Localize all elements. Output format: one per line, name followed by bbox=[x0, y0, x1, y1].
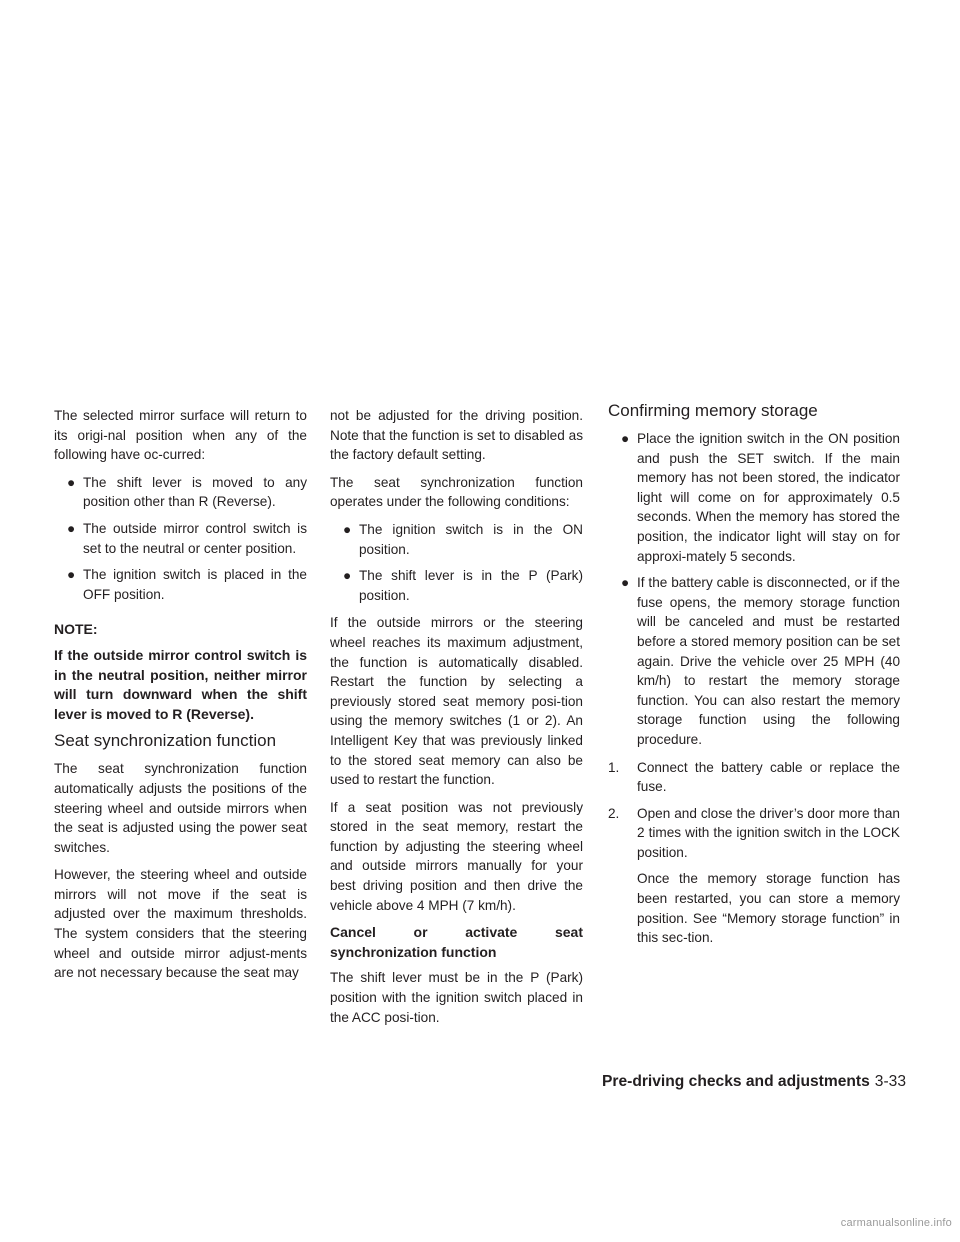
list-item: ● The shift lever is moved to any position other than R (Reverse). bbox=[67, 474, 307, 510]
footer-section-title: Pre-driving checks and adjustments bbox=[602, 1073, 870, 1090]
page-footer bbox=[593, 1073, 906, 1091]
list-item: ● Place the ignition switch in the ON position and push the SET switch. If the main memory has not been stored, the indicator light will come on for approximately 0.5 seconds. When the memory has stored the position, the indicator light will stay on for approxi-mately 5 seconds. bbox=[621, 431, 900, 564]
memory-storage-bullets bbox=[608, 429, 900, 750]
page-number: 3-33 bbox=[874, 1073, 906, 1090]
list-item: ● The ignition switch is in the ON position. bbox=[343, 521, 583, 557]
section-heading-confirming-memory: Confirming memory storage bbox=[608, 401, 818, 420]
bullet-icon: ● bbox=[67, 567, 76, 583]
seat-sync-paragraph: not be adjusted for the driving position. Note that the function is set to disabled as the factory default setting. bbox=[330, 408, 583, 463]
bullet-icon: ● bbox=[621, 575, 630, 591]
bullet-icon: ● bbox=[621, 431, 630, 446]
seat-sync-paragraph: The seat synchronization function operates under the following conditions: bbox=[330, 474, 583, 510]
bullet-icon: ● bbox=[67, 520, 76, 536]
watermark: carmanualsonline.info bbox=[840, 1217, 952, 1229]
mirror-return-conditions bbox=[54, 473, 307, 605]
note-label: NOTE: bbox=[54, 621, 98, 638]
subheading-cancel-activate: Cancel or activate seat synchronization function bbox=[330, 924, 583, 960]
seat-sync-conditions bbox=[330, 520, 583, 605]
column-left bbox=[54, 406, 307, 991]
column-right bbox=[608, 401, 900, 955]
section-heading-seat-sync: Seat synchronization function bbox=[54, 731, 277, 751]
list-item: 1. Connect the battery cable or replace the fuse. bbox=[608, 759, 900, 795]
step-number: 1. bbox=[608, 759, 620, 775]
seat-sync-paragraph: If the outside mirrors or the steering wheel reaches its maximum adjustment, the function is automatically disabled. Restart the function by selecting a previously stored seat memory posi-tion using the memory switches (1 or 2). An Intelligent Key that was previously linked to the stored seat memory can also be used to restart the function. bbox=[330, 615, 583, 788]
bullet-icon: ● bbox=[343, 521, 352, 537]
list-item: 2. Open and close the driver’s door more than 2 times with the ignition switch in the LOCK position. Once the memory storage function has been restarted, you can store a memory position. See “Memory storage function” in this sec-tion. bbox=[608, 804, 900, 948]
list-item: ● The outside mirror control switch is set to the neutral or center position. bbox=[67, 520, 307, 556]
seat-sync-paragraph: The seat synchronization function automatically adjusts the positions of the steering wheel and outside mirrors when the seat is adjusted using the power seat switches. bbox=[54, 761, 307, 855]
seat-sync-paragraph: If a seat position was not previously stored in the seat memory, restart the function by adjusting the steering wheel and outside mirrors manually for your best driving position and then drive the vehicle above 4 MPH (7 km/h). bbox=[330, 799, 583, 913]
step-number: 2. bbox=[608, 805, 620, 821]
restart-procedure-steps bbox=[608, 758, 900, 948]
bullet-icon: ● bbox=[343, 568, 352, 584]
step-note: Once the memory storage function has been restarted, you can store a memory position. See “Memory storage function” in this sec-tion. bbox=[637, 871, 900, 946]
bullet-icon: ● bbox=[67, 474, 76, 490]
list-item: ● The shift lever is in the P (Park) position. bbox=[343, 568, 583, 603]
column-middle bbox=[330, 406, 583, 1035]
seat-sync-paragraph: However, the steering wheel and outside mirrors will not move if the seat is adjusted over the maximum thresholds. The system considers that the steering wheel and outside mirror adjust-ments are not necessary because the seat may bbox=[54, 867, 307, 981]
seat-sync-paragraph: The shift lever must be in the P (Park) position with the ignition switch placed in the ACC posi-tion. bbox=[330, 970, 583, 1025]
mirror-return-intro: The selected mirror surface will return to its origi-nal position when any of the following have oc-curred: bbox=[54, 408, 307, 463]
list-item: ● The ignition switch is placed in the OFF position. bbox=[67, 567, 307, 602]
list-item: ● If the battery cable is disconnected, or if the fuse opens, the memory storage function will be canceled and must be restarted before a stored memory position can be set again. Drive the vehicle over 25 MPH (40 km/h) to restart the memory storage function. You can also restart the memory storage function using the following procedure. bbox=[621, 575, 900, 747]
note-text: If the outside mirror control switch is in the neutral position, neither mirror will turn downward when the shift lever is moved to R (Reverse). bbox=[54, 646, 307, 722]
